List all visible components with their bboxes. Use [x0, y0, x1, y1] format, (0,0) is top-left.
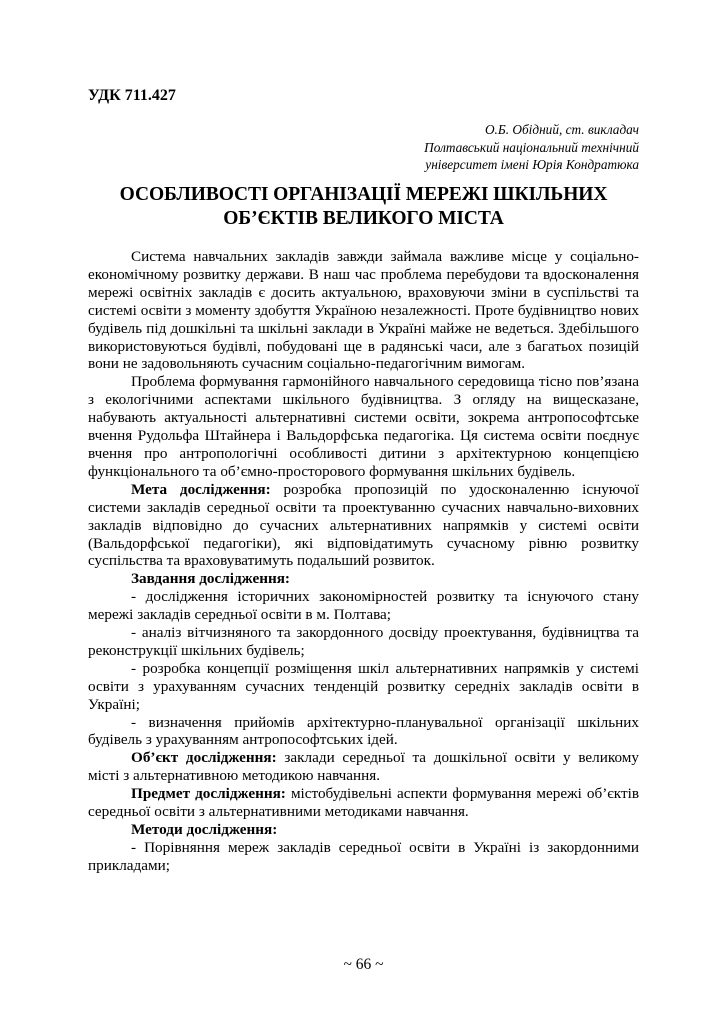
page-number: ~ 66 ~	[343, 956, 384, 973]
task-item-2: - аналіз вітчизняного та закордонного досвіду проектування, будівництва та реконструкції шкільних будівель;	[88, 624, 639, 659]
paragraph-problem: Проблема формування гармонійного навчального середовища тісно пов’язана з екологічними аспектами шкільного будівництва. З огляду на вищесказане, набувають актуальності альтернативні системи освіти, зокрема антропософтське вчення Рудольфа Штайнера і Вальдорфська педагогіка. Ця система освіти поєднує вчення про антропологічні особливості дитини з архітектурною концепцією функціонального та об’ємно-просторового формування шкільних будівель.	[88, 373, 639, 480]
goal-text: розробка пропозицій по удосконаленню існуючої системи закладів середньої освіти та проектуванню сучасних навчально-виховних закладів відповідно до сучасних альтернативних напрямків у системі освіти (Вальдорфської педагогіки), які відповідатимуть сучасному рівню розвитку суспільства та враховуватимуть подальший розвиток.	[88, 480, 640, 570]
task-item-3: - розробка концепції розміщення шкіл альтернативних напрямків у системі освіти з урахуванням сучасних тенденцій розвитку середніх закладів освіти в Україні;	[88, 659, 639, 713]
author-name: О.Б. Обідний, ст. викладач	[484, 122, 639, 137]
paragraph-intro: Система навчальних закладів завжди займала важливе місце у соціально-економічному розвитку держави. В наш час проблема перебудови та вдосконалення мережі освітніх закладів є досить актуальною, враховуючи зміни в суспільстві та системі освіти з моменту здобуття Україною незалежності. Проте будівництво нових будівель під дошкільні та шкільні заклади в Україні майже не ведеться. Здебільшого використовуються будівлі, побудовані ще в радянські часи, але з багатьох позицій вони не задовольняють сучасним соціально-педагогічним вимогам.	[88, 248, 639, 373]
task-item-4: - визначення прийомів архітектурно-планувальної організації шкільних будівель з урахуванням антропософтських ідей.	[88, 713, 639, 749]
paragraph-goal	[88, 481, 639, 571]
udk-code: УДК 711.427	[88, 87, 176, 104]
methods-label: Методи дослідження:	[131, 821, 278, 838]
author-block	[424, 121, 639, 174]
author-affiliation-line1: Полтавський національний технічний	[424, 139, 639, 155]
goal-label: Мета дослідження:	[131, 480, 271, 498]
article-title-line2: ОБ’ЄКТІВ ВЕЛИКОГО МІСТА	[223, 207, 504, 229]
task-item-1: - дослідження історичних закономірностей розвитку та існуючого стану мережі закладів середньої освіти в м. Полтава;	[88, 588, 639, 624]
paragraph-object	[88, 749, 639, 785]
paper-page	[88, 0, 639, 1024]
author-affiliation-line2: університет імені Юрія Кондратюка	[425, 157, 639, 172]
paragraph-subject	[88, 785, 639, 821]
methods-heading	[88, 821, 639, 839]
method-item-1: - Порівняння мереж закладів середньої освіти в Україні із закордонними прикладами;	[88, 838, 639, 874]
subject-label: Предмет дослідження:	[131, 785, 286, 803]
article-title	[88, 183, 639, 230]
article-title-line1: ОСОБЛИВОСТІ ОРГАНІЗАЦІЇ МЕРЕЖІ ШКІЛЬНИХ	[119, 184, 608, 205]
tasks-label: Завдання дослідження:	[131, 570, 290, 588]
object-label: Об’єкт дослідження:	[131, 749, 277, 767]
article-body	[88, 248, 639, 875]
tasks-heading	[88, 570, 639, 588]
object-text: заклади середньої та дошкільної освіти у великому місті з альтернативною методикою навчання.	[88, 749, 639, 785]
subject-text: містобудівельні аспекти формування мережі об’єктів середньої освіти з альтернативними методиками навчання.	[88, 785, 639, 821]
